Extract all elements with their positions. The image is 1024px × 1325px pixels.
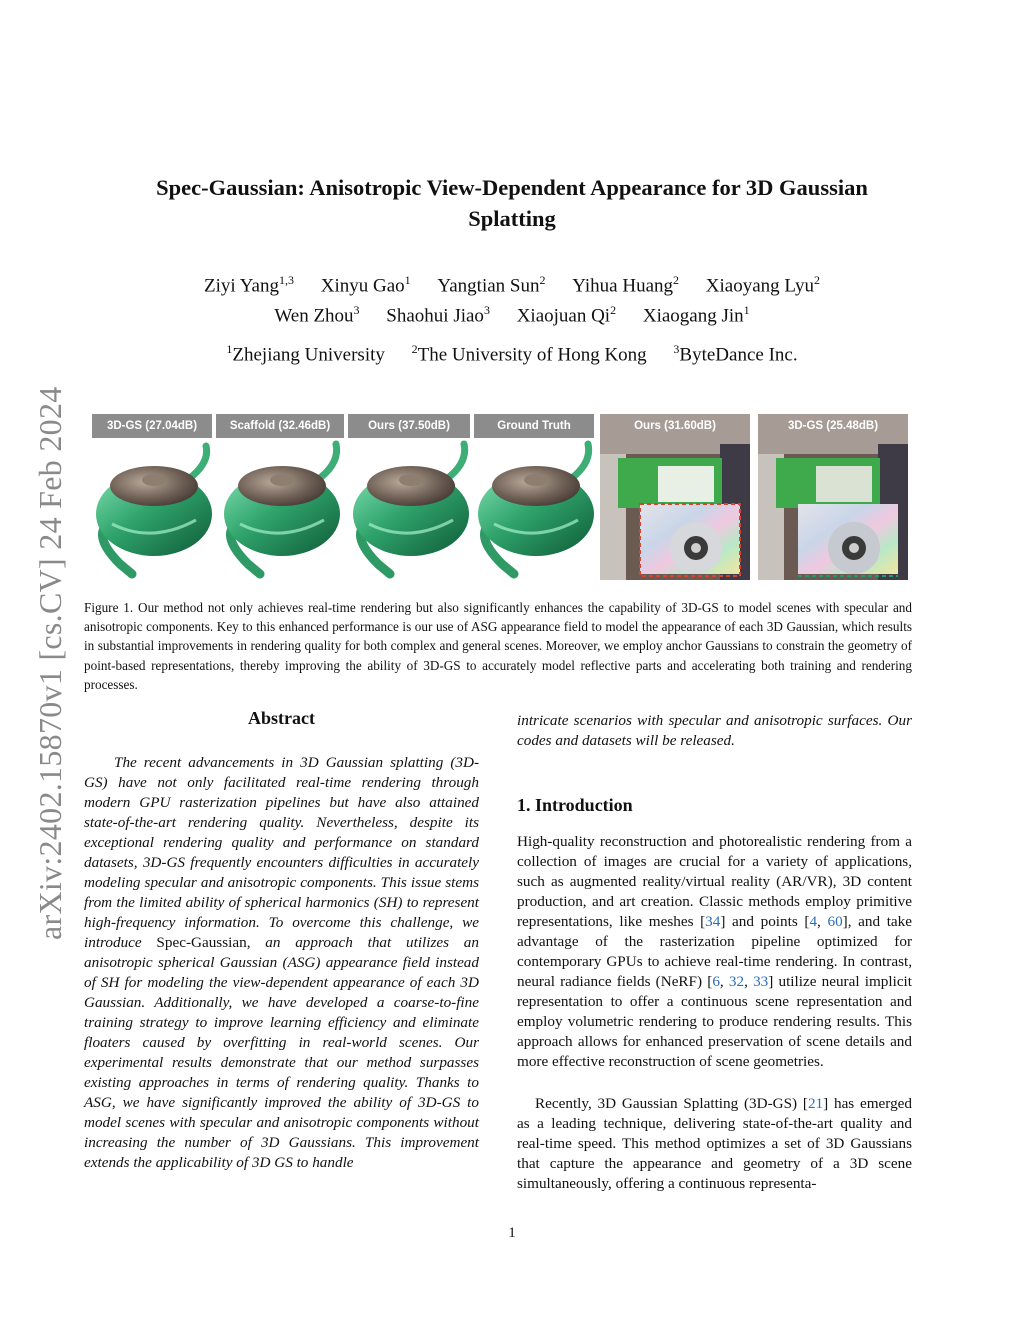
- author: Yangtian Sun$^2$: [437, 273, 546, 297]
- teapot-panel-ours: [348, 414, 470, 580]
- title-line-1: Spec-Gaussian: Anisotropic View-Dependent Appearance for 3D Gaussian: [156, 175, 868, 200]
- author-row-2: [100, 298, 924, 328]
- teapot-render-image: [216, 414, 344, 580]
- panel-label: 3D-GS (25.48dB): [787, 420, 879, 432]
- cd-scene-image: [758, 414, 908, 580]
- teapot-render-image: [92, 414, 212, 580]
- figure-1: [92, 414, 912, 580]
- cd-scene-image: [600, 414, 750, 580]
- teapot-panel-3dgs: [92, 414, 212, 580]
- affiliation: $^1$Zhejiang University: [226, 342, 385, 366]
- citation-link[interactable]: 32: [728, 973, 745, 990]
- author: Wen Zhou$^3$: [274, 303, 360, 327]
- author: Shaohui Jiao$^3$: [386, 303, 490, 327]
- abstract-continuation: intricate scenarios with specular and anisotropic surfaces. Our codes and datasets will be released.: [517, 712, 912, 749]
- scene-panel-ours: [600, 414, 750, 580]
- teapot-render-image: [348, 414, 470, 580]
- abstract-heading: Abstract: [248, 708, 315, 728]
- title-line-2: Splatting: [468, 206, 556, 231]
- citation-link[interactable]: 60: [827, 913, 843, 930]
- author: Xiaoyang Lyu$^2$: [705, 273, 820, 297]
- affiliation-list: [100, 336, 924, 368]
- teapot-render-image: [474, 414, 594, 580]
- author-row-1: [100, 268, 924, 298]
- author: Yihua Huang$^2$: [572, 273, 680, 297]
- panel-label: 3D-GS (27.04dB): [92, 414, 212, 438]
- panel-label: Scaffold (32.46dB): [216, 414, 344, 438]
- author-list: [100, 268, 924, 329]
- intro-paragraph-2: Recently, 3D Gaussian Splatting (3D-GS) [21] has emerged as a leading technique, delivering state-of-the-art quality and real-time speed. This method optimizes a set of 3D Gaussians that capture the appearance and geometry of a 3D scene simultaneously, offering a continuous representa-: [517, 1095, 912, 1192]
- panel-label: Ground Truth: [474, 414, 594, 438]
- citation-link[interactable]: 4: [809, 913, 818, 930]
- abstract-body: The recent advancements in 3D Gaussian splatting (3D-GS) have not only facilitated real-time rendering through modern GPU rasterization pipelines but have also attained state-of-the-art rendering quality. Nevertheless, despite its exceptional rendering quality and performance on standard datasets, 3D-GS frequently encounters difficulties in accurately modeling specular and anisotropic components. This issue stems from the limited ability of spherical harmonics (SH) to represent high-frequency information. To overcome this challenge, we introduce Spec-Gaussian, an approach that utilizes an anisotropic spherical Gaussian (ASG) appearance field instead of SH for modeling the view-dependent appearance of each 3D Gaussian. Additionally, we have developed a coarse-to-fine training strategy to improve learning efficiency and eliminate floaters caused by overfitting in real-world scenes. Our experimental results demonstrate that our method surpasses existing approaches in terms of rendering quality. Thanks to ASG, we have significantly improved the ability of 3D-GS to model scenes with specular and anisotropic components without increasing the number of 3D Gaussians. This improvement extends the applicability of 3D GS to handle: [84, 754, 479, 1171]
- paper-title: [100, 172, 924, 234]
- figure-caption: Figure 1. Our method not only achieves real-time rendering but also significantly enhances the capability of 3D-GS to model scenes with specular and anisotropic components. Key to this enhanced performance is our use of ASG appearance field to model the appearance of each 3D Gaussian, which results in substantial improvements in rendering quality for both complex and general scenes. Moreover, we employ anchor Gaussians to constrain the geometry of point-based representations, thereby improving the ability of 3D-GS to accurately model reflective parts and accelerating both training and rendering processes.: [84, 600, 912, 692]
- affiliation: $^2$The University of Hong Kong: [411, 342, 647, 366]
- citation-link[interactable]: 33: [753, 973, 769, 990]
- teapot-panel-scaffold: [216, 414, 344, 580]
- teapot-panel-ground-truth: [474, 414, 594, 580]
- citation-link[interactable]: 21: [807, 1095, 824, 1112]
- citation-link[interactable]: 34: [705, 913, 721, 930]
- introduction-heading: 1. Introduction: [517, 795, 633, 815]
- panel-label: Ours (37.50dB): [348, 414, 470, 438]
- intro-paragraph-1: High-quality reconstruction and photorealistic rendering from a collection of images are crucial for a variety of applications, such as augmented reality/virtual reality (AR/VR), 3D content production, and art creation. Classic methods employ primitive representations, like meshes [34] and points [4, 60], and take advantage of the rasterization pipeline optimized for contemporary GPUs to achieve real-time rendering. In contrast, neural radiance fields (NeRF) [6, 32, 33] utilize neural implicit representation to offer a continuous scene representation and employ volumetric rendering to produce rendering results. This approach allows for enhanced preservation of scene details and more effective reconstruction of scene geometries.: [517, 833, 913, 1070]
- author: Xiaogang Jin$^1$: [642, 303, 750, 327]
- affiliation: $^3$ByteDance Inc.: [673, 342, 798, 366]
- panel-label: Ours (31.60dB): [634, 420, 716, 432]
- method-name: Spec-Gaussian: [156, 934, 247, 951]
- author: Xinyu Gao$^1$: [320, 273, 411, 297]
- page-number: 1: [508, 1225, 516, 1241]
- author: Ziyi Yang$^{1,3}$: [204, 273, 294, 297]
- scene-panel-3dgs: [758, 414, 908, 580]
- arxiv-identifier-stamp[interactable]: arXiv:2402.15870v1 [cs.CV] 24 Feb 2024: [32, 386, 68, 940]
- citation-link[interactable]: 6: [712, 973, 720, 990]
- author: Xiaojuan Qi$^2$: [516, 303, 617, 327]
